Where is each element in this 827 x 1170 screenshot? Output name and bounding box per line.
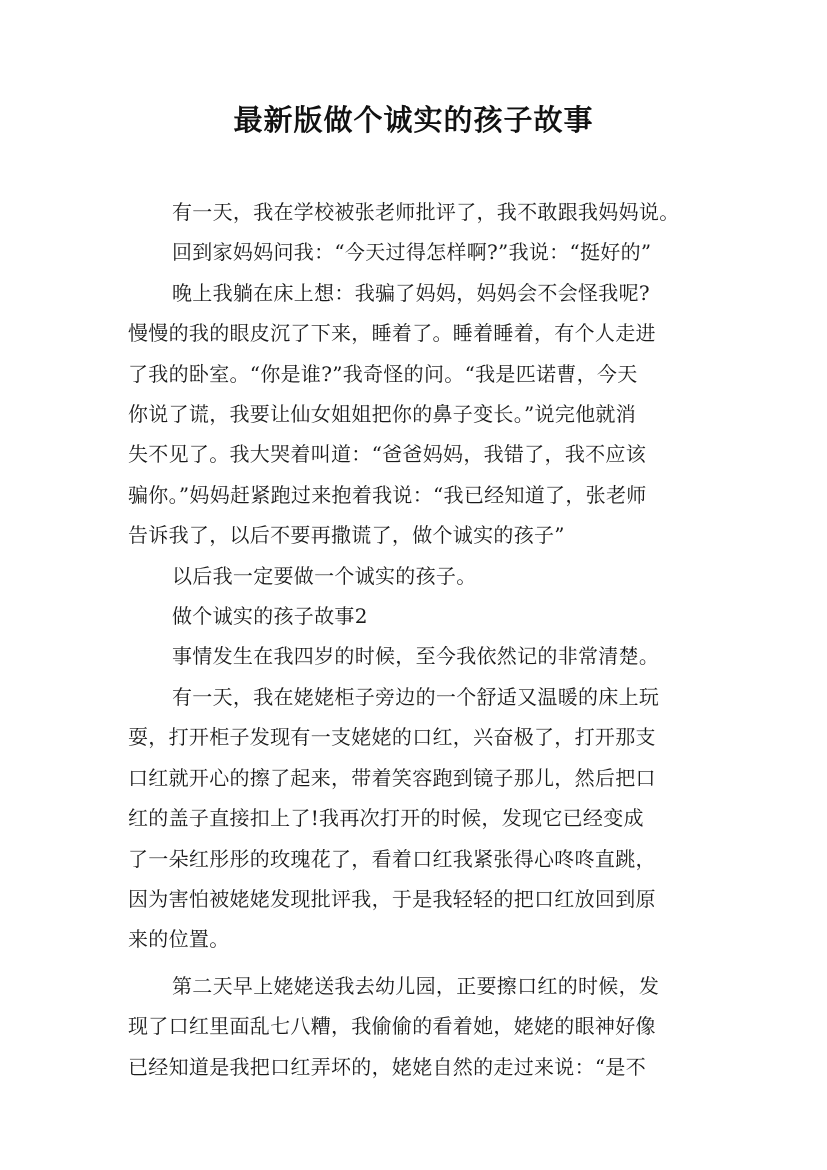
text-line: 已经知道是我把口红弄坏的，姥姥自然的走过来说：“是不 <box>128 1054 647 1079</box>
document-title: 最新版做个诚实的孩子故事 <box>233 103 594 137</box>
text-line: 有一天，我在姥姥柜子旁边的一个舒适又温暖的床上玩 <box>172 684 660 709</box>
text-line: 第二天早上姥姥送我去幼儿园，正要擦口红的时候，发 <box>172 973 660 998</box>
paragraph <box>128 232 712 272</box>
text-line: 有一天，我在学校被张老师批评了，我不敢跟我妈妈说。 <box>172 200 680 224</box>
text-line: 了一朵红彤彤的玫瑰花了，看着口红我紧张得心咚咚直跳， <box>128 846 656 871</box>
text-line: 回到家妈妈问我：“今天过得怎样啊?”我说：“挺好的” <box>172 240 652 265</box>
text-line: 慢慢的我的眼皮沉了下来，睡着了。睡着睡着，有个人走进 <box>128 321 656 346</box>
section-heading <box>128 596 712 636</box>
text-line: 告诉我了，以后不要再撒谎了，做个诚实的孩子” <box>128 523 565 548</box>
text-line: 口红就开心的擦了起来，带着笑容跑到镜子那儿，然后把口 <box>128 765 656 790</box>
text-line: 你说了谎，我要让仙女姐姐把你的鼻子变长。”说完他就消 <box>128 402 637 427</box>
paragraph <box>128 556 712 596</box>
text-line: 做个诚实的孩子故事2 <box>172 604 368 629</box>
text-line: 因为害怕被姥姥发现批评我，于是我轻轻的把口红放回到原 <box>128 886 656 911</box>
text-line: 以后我一定要做一个诚实的孩子。 <box>172 563 477 588</box>
paragraph <box>128 966 712 1087</box>
text-line: 红的盖子直接扣上了!我再次打开的时候，发现它已经变成 <box>128 806 644 831</box>
text-line: 失不见了。我大哭着叫道：“爸爸妈妈，我错了，我不应该 <box>128 442 647 467</box>
text-line: 现了口红里面乱七八糟，我偷偷的看着她，姥姥的眼神好像 <box>128 1014 656 1039</box>
text-line: 骗你。”妈妈赶紧跑过来抱着我说：“我已经知道了，张老师 <box>128 482 647 507</box>
text-line: 来的位置。 <box>128 927 230 952</box>
paragraph <box>128 636 712 676</box>
paragraph <box>128 192 712 232</box>
text-line: 耍，打开柜子发现有一支姥姥的口红，兴奋极了，打开那支 <box>128 725 656 750</box>
text-line: 了我的卧室。“你是谁?”我奇怪的问。“我是匹诺曹，今天 <box>128 361 638 386</box>
text-line: 事情发生在我四岁的时候，至今我依然记的非常清楚。 <box>172 644 660 669</box>
text-line: 晚上我躺在床上想：我骗了妈妈，妈妈会不会怪我呢? <box>172 280 650 305</box>
document-body <box>128 192 712 1087</box>
paragraph <box>128 273 712 556</box>
paragraph <box>128 677 712 960</box>
